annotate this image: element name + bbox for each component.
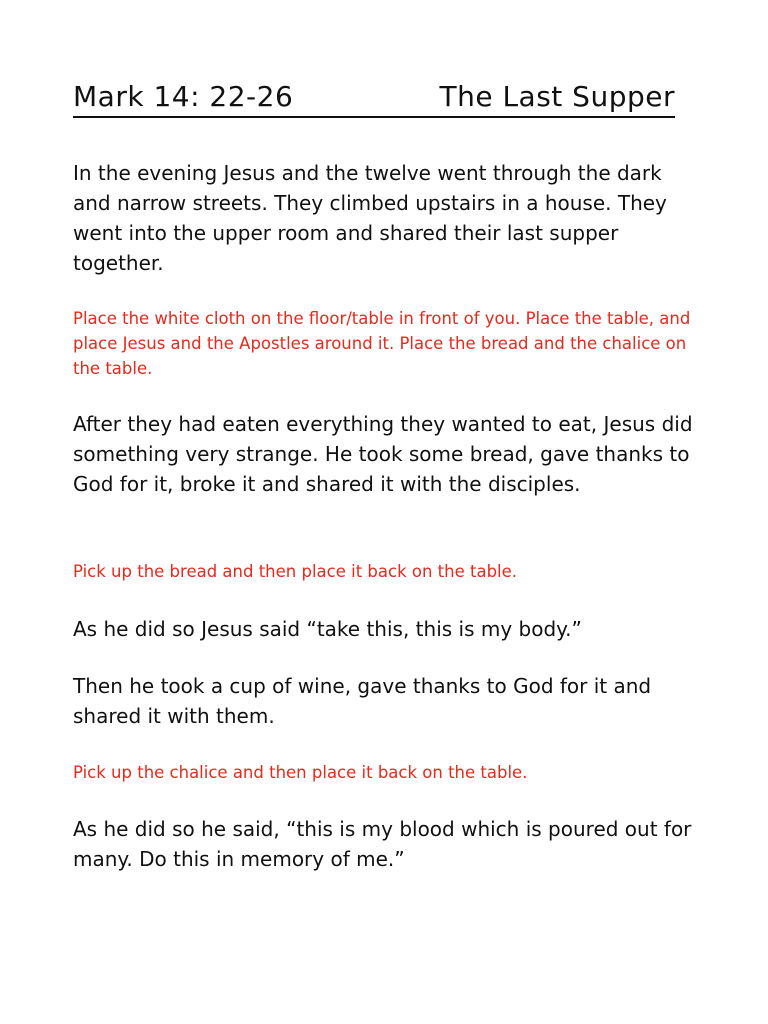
instruction-2: Pick up the bread and then place it back on the table. — [73, 562, 518, 581]
instruction-3: Pick up the chalice and then place it back on the table. — [73, 763, 528, 782]
narrative-paragraph-3: As he did so Jesus said “take this, this is my body.” — [73, 617, 582, 641]
narrative-paragraph-2: After they had eaten everything they wanted to eat, Jesus did something very strange. He took some bread, gave thanks to God for it, broke it and shared it with the disciples. — [73, 412, 693, 496]
narrative-paragraph-5: As he did so he said, “this is my blood which is poured out for many. Do this in memory of me.” — [73, 817, 692, 871]
narrative-paragraph-4: Then he took a cup of wine, gave thanks to God for it and shared it with them. — [73, 674, 652, 728]
page-heading — [73, 80, 675, 118]
narrative-paragraph-1: In the evening Jesus and the twelve went through the dark and narrow streets. They climbed upstairs in a house. They went into the upper room and shared their last supper together. — [73, 161, 667, 275]
page-title: The Last Supper — [439, 80, 675, 113]
instruction-1: Place the white cloth on the floor/table in front of you. Place the table, and place Jesus and the Apostles around it. Place the bread and the chalice on the table. — [73, 309, 691, 378]
scripture-reference: Mark 14: 22-26 — [73, 80, 294, 113]
